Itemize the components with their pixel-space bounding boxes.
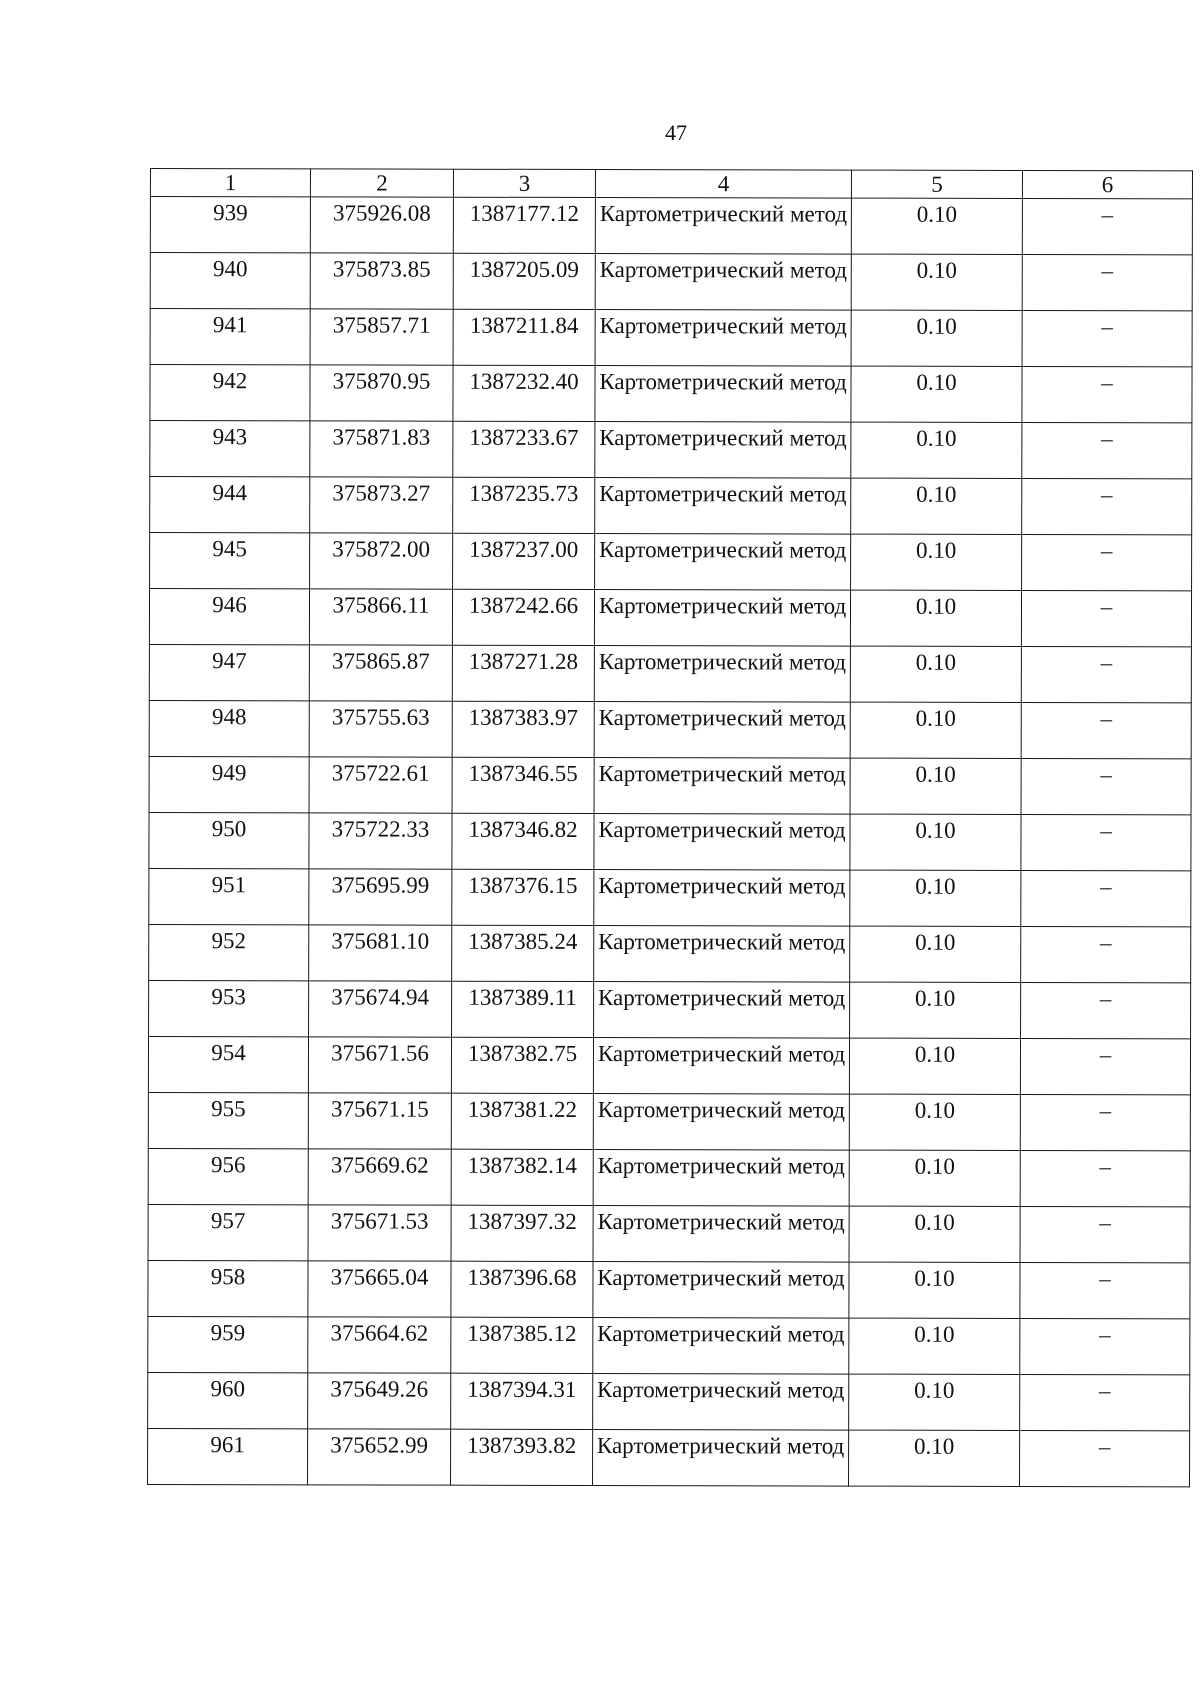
x-coordinate-cell: 375669.62: [308, 1149, 451, 1205]
point-number-cell: 954: [148, 1036, 308, 1092]
accuracy-cell: 0.10: [851, 366, 1022, 422]
table-row: [149, 700, 1191, 758]
x-coordinate-cell: 375871.83: [310, 421, 453, 477]
x-coordinate-cell: 375671.53: [308, 1205, 451, 1261]
y-coordinate-cell: 1387271.28: [452, 645, 594, 701]
note-cell: –: [1021, 758, 1191, 814]
note-cell: –: [1022, 366, 1192, 422]
x-coordinate-cell: 375674.94: [309, 981, 452, 1037]
x-coordinate-cell: 375872.00: [310, 533, 453, 589]
accuracy-cell: 0.10: [851, 478, 1022, 534]
y-coordinate-cell: 1387346.82: [452, 813, 594, 869]
table-row: [150, 253, 1192, 311]
accuracy-cell: 0.10: [850, 870, 1021, 926]
method-cell: Картометрический метод: [595, 366, 851, 423]
x-coordinate-cell: 375671.56: [308, 1037, 451, 1093]
accuracy-cell: 0.10: [849, 1374, 1020, 1430]
x-coordinate-cell: 375870.95: [310, 365, 453, 421]
x-coordinate-cell: 375649.26: [308, 1373, 451, 1429]
y-coordinate-cell: 1387205.09: [453, 253, 595, 309]
accuracy-cell: 0.10: [850, 590, 1021, 646]
method-cell: Картометрический метод: [594, 758, 850, 815]
table-row: [150, 365, 1192, 423]
point-number-cell: 953: [149, 980, 309, 1036]
y-coordinate-cell: 1387383.97: [452, 701, 594, 757]
method-cell: Картометрический метод: [593, 1038, 849, 1095]
y-coordinate-cell: 1387382.14: [451, 1149, 593, 1205]
column-header-5: 5: [851, 170, 1022, 198]
method-cell: Картометрический метод: [593, 1206, 849, 1263]
method-cell: Картометрический метод: [593, 1374, 849, 1431]
x-coordinate-cell: 375755.63: [309, 701, 452, 757]
point-number-cell: 949: [149, 756, 309, 812]
method-cell: Картометрический метод: [595, 310, 851, 367]
table-row: [149, 812, 1191, 870]
method-cell: Картометрический метод: [595, 198, 851, 255]
method-cell: Картометрический метод: [595, 534, 851, 591]
coordinates-table: [147, 168, 1193, 1487]
note-cell: –: [1022, 422, 1192, 478]
table-header: [150, 169, 1192, 199]
method-cell: Картометрический метод: [593, 1262, 849, 1319]
table-row: [149, 924, 1191, 982]
y-coordinate-cell: 1387382.75: [451, 1037, 593, 1093]
point-number-cell: 955: [148, 1092, 308, 1148]
note-cell: –: [1020, 1262, 1190, 1318]
point-number-cell: 957: [148, 1204, 308, 1260]
note-cell: –: [1021, 982, 1191, 1038]
note-cell: –: [1022, 478, 1192, 534]
header-row: [150, 169, 1192, 199]
accuracy-cell: 0.10: [849, 1430, 1020, 1486]
column-header-3: 3: [453, 169, 595, 197]
note-cell: –: [1020, 1094, 1190, 1150]
note-cell: –: [1021, 814, 1191, 870]
point-number-cell: 948: [149, 700, 309, 756]
note-cell: –: [1021, 590, 1191, 646]
table-row: [148, 1036, 1190, 1094]
table-row: [149, 644, 1191, 702]
table-row: [148, 1092, 1190, 1150]
note-cell: –: [1020, 1206, 1190, 1262]
accuracy-cell: 0.10: [849, 1150, 1020, 1206]
note-cell: –: [1021, 702, 1191, 758]
method-cell: Картометрический метод: [593, 1318, 849, 1375]
note-cell: –: [1020, 1318, 1190, 1374]
point-number-cell: 960: [148, 1372, 308, 1428]
y-coordinate-cell: 1387394.31: [451, 1373, 593, 1429]
y-coordinate-cell: 1387397.32: [451, 1205, 593, 1261]
accuracy-cell: 0.10: [850, 702, 1021, 758]
method-cell: Картометрический метод: [594, 590, 850, 647]
y-coordinate-cell: 1387385.12: [451, 1317, 593, 1373]
x-coordinate-cell: 375873.85: [310, 253, 453, 309]
accuracy-cell: 0.10: [850, 646, 1021, 702]
note-cell: –: [1022, 254, 1192, 310]
table-row: [149, 756, 1191, 814]
x-coordinate-cell: 375866.11: [309, 589, 452, 645]
accuracy-cell: 0.10: [851, 198, 1022, 254]
column-header-2: 2: [310, 169, 453, 197]
point-number-cell: 941: [150, 309, 310, 365]
table-row: [150, 309, 1192, 367]
column-header-1: 1: [150, 169, 310, 197]
point-number-cell: 951: [149, 868, 309, 924]
y-coordinate-cell: 1387233.67: [453, 421, 595, 477]
x-coordinate-cell: 375681.10: [309, 925, 452, 981]
accuracy-cell: 0.10: [851, 310, 1022, 366]
x-coordinate-cell: 375865.87: [309, 645, 452, 701]
table-row: [150, 421, 1192, 479]
accuracy-cell: 0.10: [849, 1094, 1020, 1150]
accuracy-cell: 0.10: [849, 1262, 1020, 1318]
method-cell: Картометрический метод: [594, 870, 850, 927]
table-row: [150, 197, 1192, 255]
accuracy-cell: 0.10: [850, 926, 1021, 982]
method-cell: Картометрический метод: [593, 1430, 849, 1487]
note-cell: –: [1021, 926, 1191, 982]
note-cell: –: [1022, 310, 1192, 366]
accuracy-cell: 0.10: [850, 982, 1021, 1038]
method-cell: Картометрический метод: [595, 478, 851, 535]
table-row: [148, 1428, 1190, 1486]
x-coordinate-cell: 375857.71: [310, 309, 453, 365]
table-row: [149, 868, 1191, 926]
point-number-cell: 942: [150, 365, 310, 421]
y-coordinate-cell: 1387242.66: [452, 589, 594, 645]
y-coordinate-cell: 1387177.12: [453, 197, 595, 253]
accuracy-cell: 0.10: [851, 534, 1022, 590]
y-coordinate-cell: 1387211.84: [453, 309, 595, 365]
table-row: [150, 477, 1192, 535]
note-cell: –: [1022, 534, 1192, 590]
table-body: [148, 197, 1193, 1487]
page-number: 47: [665, 120, 687, 145]
table-row: [149, 589, 1191, 647]
y-coordinate-cell: 1387346.55: [452, 757, 594, 813]
x-coordinate-cell: 375873.27: [310, 477, 453, 533]
y-coordinate-cell: 1387396.68: [451, 1261, 593, 1317]
y-coordinate-cell: 1387393.82: [451, 1429, 593, 1485]
table-row: [148, 1316, 1190, 1374]
y-coordinate-cell: 1387376.15: [452, 869, 594, 925]
point-number-cell: 952: [149, 924, 309, 980]
method-cell: Картометрический метод: [594, 646, 850, 703]
table-row: [150, 533, 1192, 591]
point-number-cell: 959: [148, 1316, 308, 1372]
point-number-cell: 956: [148, 1148, 308, 1204]
note-cell: –: [1020, 1038, 1190, 1094]
method-cell: Картометрический метод: [594, 982, 850, 1039]
accuracy-cell: 0.10: [849, 1318, 1020, 1374]
accuracy-cell: 0.10: [851, 254, 1022, 310]
method-cell: Картометрический метод: [594, 814, 850, 871]
x-coordinate-cell: 375665.04: [308, 1261, 451, 1317]
accuracy-cell: 0.10: [850, 758, 1021, 814]
point-number-cell: 958: [148, 1260, 308, 1316]
method-cell: Картометрический метод: [595, 254, 851, 311]
y-coordinate-cell: 1387385.24: [452, 925, 594, 981]
point-number-cell: 961: [148, 1428, 308, 1484]
table-row: [148, 1204, 1190, 1262]
y-coordinate-cell: 1387235.73: [453, 477, 595, 533]
table-row: [148, 1148, 1190, 1206]
table-row: [148, 1372, 1190, 1430]
note-cell: –: [1022, 198, 1192, 254]
column-header-4: 4: [595, 170, 851, 199]
point-number-cell: 947: [149, 644, 309, 700]
point-number-cell: 945: [150, 533, 310, 589]
note-cell: –: [1020, 1374, 1190, 1430]
y-coordinate-cell: 1387232.40: [453, 365, 595, 421]
method-cell: Картометрический метод: [593, 1094, 849, 1151]
table-row: [149, 980, 1191, 1038]
method-cell: Картометрический метод: [594, 926, 850, 983]
accuracy-cell: 0.10: [850, 814, 1021, 870]
note-cell: –: [1020, 1150, 1190, 1206]
accuracy-cell: 0.10: [851, 422, 1022, 478]
accuracy-cell: 0.10: [849, 1038, 1020, 1094]
y-coordinate-cell: 1387237.00: [453, 533, 595, 589]
x-coordinate-cell: 375722.33: [309, 813, 452, 869]
method-cell: Картометрический метод: [594, 702, 850, 759]
method-cell: Картометрический метод: [593, 1150, 849, 1207]
point-number-cell: 944: [150, 477, 310, 533]
table-row: [148, 1260, 1190, 1318]
accuracy-cell: 0.10: [849, 1206, 1020, 1262]
point-number-cell: 950: [149, 812, 309, 868]
note-cell: –: [1021, 646, 1191, 702]
x-coordinate-cell: 375664.62: [308, 1317, 451, 1373]
x-coordinate-cell: 375671.15: [308, 1093, 451, 1149]
column-header-6: 6: [1022, 170, 1192, 198]
note-cell: –: [1020, 1430, 1190, 1486]
point-number-cell: 943: [150, 421, 310, 477]
method-cell: Картометрический метод: [595, 422, 851, 479]
point-number-cell: 939: [150, 197, 310, 253]
y-coordinate-cell: 1387389.11: [452, 981, 594, 1037]
x-coordinate-cell: 375695.99: [309, 869, 452, 925]
note-cell: –: [1021, 870, 1191, 926]
point-number-cell: 946: [149, 589, 309, 645]
x-coordinate-cell: 375722.61: [309, 757, 452, 813]
y-coordinate-cell: 1387381.22: [451, 1093, 593, 1149]
x-coordinate-cell: 375652.99: [308, 1429, 451, 1485]
point-number-cell: 940: [150, 253, 310, 309]
x-coordinate-cell: 375926.08: [310, 197, 453, 253]
